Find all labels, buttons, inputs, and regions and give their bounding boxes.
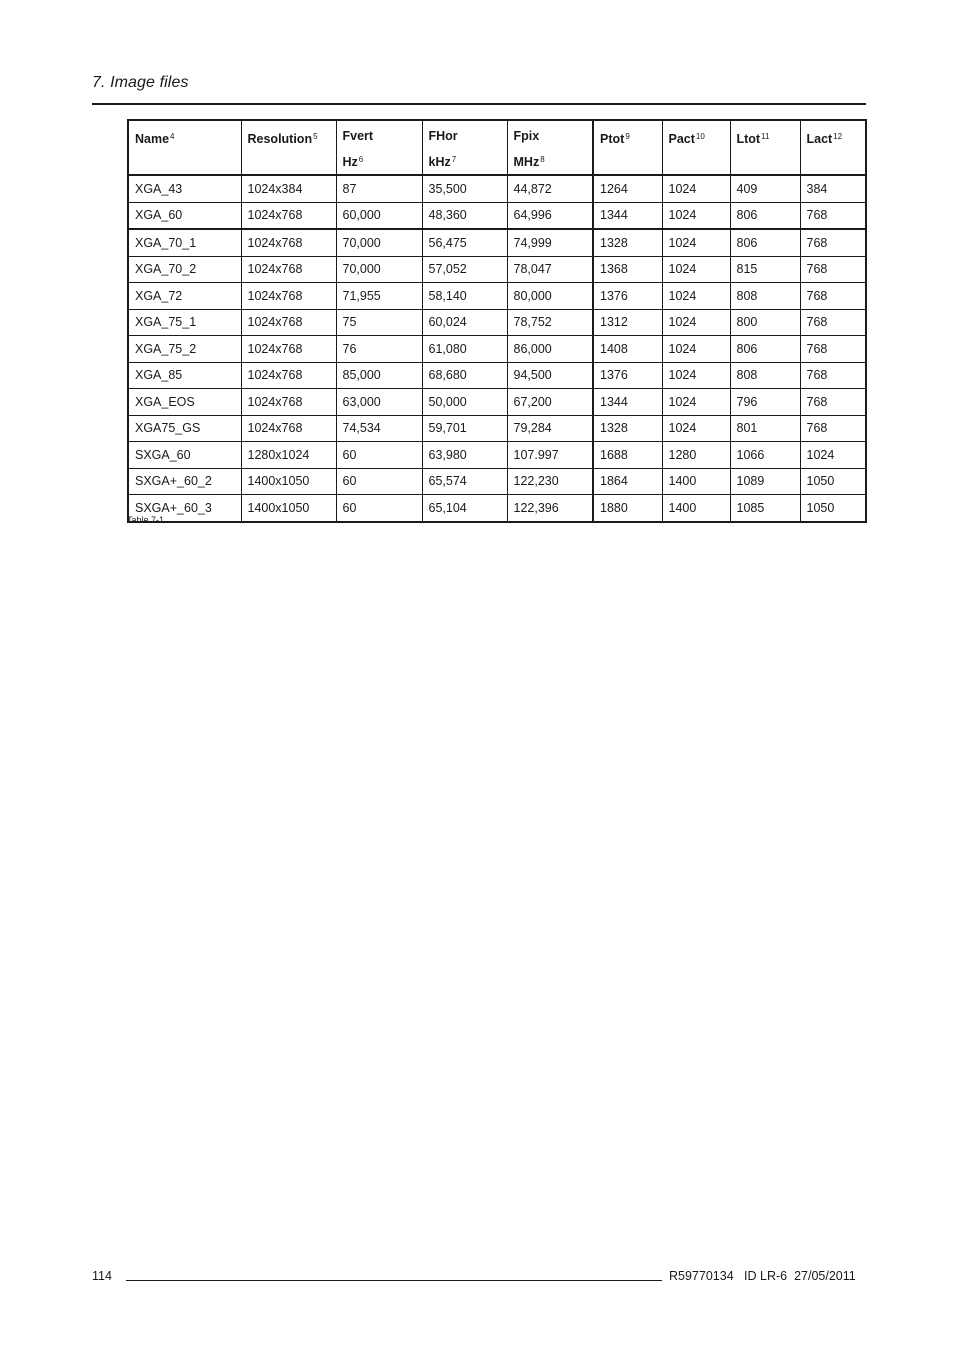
table-cell: 78,752 bbox=[507, 309, 593, 336]
table-cell: 768 bbox=[800, 283, 866, 310]
table-cell: 86,000 bbox=[507, 336, 593, 363]
table-cell: 1024 bbox=[662, 283, 730, 310]
table-cell: 1328 bbox=[593, 229, 662, 256]
table-cell: 48,360 bbox=[422, 202, 507, 229]
table-cell: 815 bbox=[730, 256, 800, 283]
table-cell: 796 bbox=[730, 389, 800, 416]
table-cell: 1050 bbox=[800, 495, 866, 522]
table-row bbox=[128, 256, 866, 283]
table-cell: 87 bbox=[336, 175, 422, 202]
table-cell: 1024x768 bbox=[241, 202, 336, 229]
column-label: Lact bbox=[806, 132, 833, 146]
table-row bbox=[128, 415, 866, 442]
table-row bbox=[128, 468, 866, 495]
table-cell: 1400 bbox=[662, 468, 730, 495]
footnote-ref: 12 bbox=[833, 132, 843, 141]
table-cell: 800 bbox=[730, 309, 800, 336]
table-cell: 806 bbox=[730, 336, 800, 363]
table-cell: 1024 bbox=[662, 175, 730, 202]
table-cell: 65,104 bbox=[422, 495, 507, 522]
table-cell: 57,052 bbox=[422, 256, 507, 283]
table-cell: XGA_75_2 bbox=[128, 336, 241, 363]
table-row bbox=[128, 229, 866, 256]
table-cell: 122,230 bbox=[507, 468, 593, 495]
table-cell: XGA_43 bbox=[128, 175, 241, 202]
table-row bbox=[128, 309, 866, 336]
table-cell: 78,047 bbox=[507, 256, 593, 283]
table-cell: 768 bbox=[800, 415, 866, 442]
table-cell: 60,000 bbox=[336, 202, 422, 229]
table-cell: XGA_EOS bbox=[128, 389, 241, 416]
table-cell: 1024 bbox=[662, 389, 730, 416]
table-cell: 70,000 bbox=[336, 256, 422, 283]
table-cell: 1880 bbox=[593, 495, 662, 522]
table-cell: 1024x768 bbox=[241, 256, 336, 283]
table-cell: 808 bbox=[730, 362, 800, 389]
table-cell: 56,475 bbox=[422, 229, 507, 256]
table-cell: XGA_60 bbox=[128, 202, 241, 229]
table-cell: 1024 bbox=[662, 202, 730, 229]
table-cell: 79,284 bbox=[507, 415, 593, 442]
table-cell: 50,000 bbox=[422, 389, 507, 416]
table-cell: SXGA_60 bbox=[128, 442, 241, 469]
table-cell: 1024 bbox=[662, 256, 730, 283]
table-cell: 768 bbox=[800, 362, 866, 389]
table-cell: 1400x1050 bbox=[241, 468, 336, 495]
table-cell: 1024x768 bbox=[241, 229, 336, 256]
table-cell: 801 bbox=[730, 415, 800, 442]
table-cell: 768 bbox=[800, 229, 866, 256]
table-cell: 44,872 bbox=[507, 175, 593, 202]
table-cell: XGA_75_1 bbox=[128, 309, 241, 336]
table-cell: 63,000 bbox=[336, 389, 422, 416]
table-cell: 1280 bbox=[662, 442, 730, 469]
column-label: Ltot bbox=[736, 132, 761, 146]
table-cell: 1264 bbox=[593, 175, 662, 202]
column-unit: kHz bbox=[428, 155, 451, 169]
column-label: Resolution bbox=[247, 132, 313, 146]
table-cell: 107.997 bbox=[507, 442, 593, 469]
table-cell: 122,396 bbox=[507, 495, 593, 522]
table-cell: 1024 bbox=[662, 309, 730, 336]
table-cell: 768 bbox=[800, 389, 866, 416]
table-cell: 1024x768 bbox=[241, 362, 336, 389]
table-row bbox=[128, 389, 866, 416]
footnote-ref: 5 bbox=[313, 132, 318, 141]
column-header-pact bbox=[662, 120, 730, 175]
table-cell: 1085 bbox=[730, 495, 800, 522]
column-header-ptot bbox=[593, 120, 662, 175]
table-cell: 1024 bbox=[662, 229, 730, 256]
column-unit: Hz bbox=[342, 155, 358, 169]
table-row bbox=[128, 175, 866, 202]
column-label: Name bbox=[135, 132, 170, 146]
table-cell: 768 bbox=[800, 336, 866, 363]
table-cell: 768 bbox=[800, 309, 866, 336]
footnote-ref: 7 bbox=[451, 155, 457, 164]
table-cell: 1400x1050 bbox=[241, 495, 336, 522]
table-cell: 76 bbox=[336, 336, 422, 363]
table-cell: 67,200 bbox=[507, 389, 593, 416]
table-cell: 1089 bbox=[730, 468, 800, 495]
table-cell: 1024x768 bbox=[241, 389, 336, 416]
footnote-ref: 8 bbox=[540, 155, 545, 164]
table-cell: 1024 bbox=[662, 336, 730, 363]
table-cell: 806 bbox=[730, 202, 800, 229]
column-label: Fpix bbox=[513, 129, 540, 143]
table-row bbox=[128, 495, 866, 522]
table-cell: 1376 bbox=[593, 362, 662, 389]
column-label: Pact bbox=[668, 132, 695, 146]
table-cell: 1400 bbox=[662, 495, 730, 522]
column-header-resolution bbox=[241, 120, 336, 175]
table-cell: 63,980 bbox=[422, 442, 507, 469]
table-cell: 768 bbox=[800, 256, 866, 283]
table-cell: 808 bbox=[730, 283, 800, 310]
table-cell: 60 bbox=[336, 442, 422, 469]
table-cell: 1024 bbox=[662, 362, 730, 389]
table-cell: 74,534 bbox=[336, 415, 422, 442]
footnote-ref: 10 bbox=[695, 132, 705, 141]
table-row bbox=[128, 442, 866, 469]
table-cell: SXGA+_60_2 bbox=[128, 468, 241, 495]
table-cell: 409 bbox=[730, 175, 800, 202]
footnote-ref: 9 bbox=[625, 132, 630, 141]
table-cell: 60 bbox=[336, 468, 422, 495]
chapter-title: 7. Image files bbox=[92, 74, 189, 91]
table-cell: SXGA+_60_3 bbox=[128, 495, 241, 522]
table-row bbox=[128, 336, 866, 363]
page-number: 114 bbox=[92, 1269, 112, 1283]
table-header-row bbox=[128, 120, 866, 175]
table-row bbox=[128, 362, 866, 389]
table-cell: 85,000 bbox=[336, 362, 422, 389]
table-cell: XGA_70_1 bbox=[128, 229, 241, 256]
header-divider bbox=[92, 103, 866, 105]
footer-divider bbox=[126, 1280, 662, 1281]
table-cell: 1024x768 bbox=[241, 415, 336, 442]
footnote-ref: 11 bbox=[761, 132, 770, 141]
column-header-fpix bbox=[507, 120, 593, 175]
table-cell: XGA_85 bbox=[128, 362, 241, 389]
table-cell: 94,500 bbox=[507, 362, 593, 389]
table-cell: 80,000 bbox=[507, 283, 593, 310]
table-cell: 61,080 bbox=[422, 336, 507, 363]
table-cell: 71,955 bbox=[336, 283, 422, 310]
table-row bbox=[128, 283, 866, 310]
table-cell: XGA75_GS bbox=[128, 415, 241, 442]
table-cell: 35,500 bbox=[422, 175, 507, 202]
table-cell: 1050 bbox=[800, 468, 866, 495]
table-cell: 806 bbox=[730, 229, 800, 256]
table-cell: 64,996 bbox=[507, 202, 593, 229]
table-cell: 1024 bbox=[662, 415, 730, 442]
footnote-ref: 6 bbox=[358, 155, 364, 164]
table-cell: 1688 bbox=[593, 442, 662, 469]
table-cell: XGA_70_2 bbox=[128, 256, 241, 283]
column-label: Fvert bbox=[342, 129, 374, 143]
table-cell: 1376 bbox=[593, 283, 662, 310]
table-cell: 60 bbox=[336, 495, 422, 522]
table-cell: 70,000 bbox=[336, 229, 422, 256]
column-label: FHor bbox=[428, 129, 458, 143]
footnote-ref: 4 bbox=[170, 132, 175, 141]
table-row bbox=[128, 202, 866, 229]
table-cell: 1368 bbox=[593, 256, 662, 283]
table-cell: 68,680 bbox=[422, 362, 507, 389]
table-cell: 65,574 bbox=[422, 468, 507, 495]
column-header-lact bbox=[800, 120, 866, 175]
table-cell: 1024x768 bbox=[241, 336, 336, 363]
column-header-name bbox=[128, 120, 241, 175]
table-cell: 1066 bbox=[730, 442, 800, 469]
table-cell: 58,140 bbox=[422, 283, 507, 310]
table-cell: 74,999 bbox=[507, 229, 593, 256]
table-cell: 1864 bbox=[593, 468, 662, 495]
table-cell: 1024x768 bbox=[241, 309, 336, 336]
column-header-fhor bbox=[422, 120, 507, 175]
table-cell: 75 bbox=[336, 309, 422, 336]
table-cell: 1024x768 bbox=[241, 283, 336, 310]
table-cell: 384 bbox=[800, 175, 866, 202]
table-cell: 1344 bbox=[593, 389, 662, 416]
table-cell: 1280x1024 bbox=[241, 442, 336, 469]
table-cell: 1328 bbox=[593, 415, 662, 442]
table-body bbox=[128, 175, 866, 522]
table-cell: XGA_72 bbox=[128, 283, 241, 310]
column-label: Ptot bbox=[600, 132, 625, 146]
document-id: R59770134 ID LR-6 27/05/2011 bbox=[669, 1269, 856, 1283]
table-cell: 59,701 bbox=[422, 415, 507, 442]
column-unit: MHz bbox=[513, 155, 540, 169]
column-header-fvert bbox=[336, 120, 422, 175]
table-cell: 1312 bbox=[593, 309, 662, 336]
table-cell: 1344 bbox=[593, 202, 662, 229]
table-cell: 768 bbox=[800, 202, 866, 229]
column-header-ltot bbox=[730, 120, 800, 175]
table-cell: 60,024 bbox=[422, 309, 507, 336]
table-cell: 1408 bbox=[593, 336, 662, 363]
image-files-table bbox=[127, 119, 867, 523]
table-cell: 1024x384 bbox=[241, 175, 336, 202]
table-cell: 1024 bbox=[800, 442, 866, 469]
table-caption: Table 7-1 bbox=[127, 515, 165, 525]
